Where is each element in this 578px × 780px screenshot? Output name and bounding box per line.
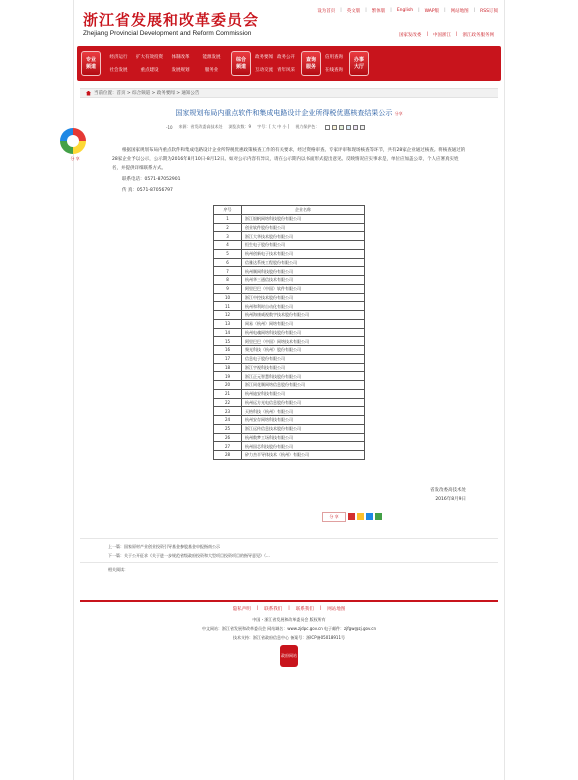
row-number: 20: [214, 381, 242, 390]
row-number: 6: [214, 258, 242, 267]
prev-article-link[interactable]: 上一篇：国家原材产业创业投资引导基金参股基金申报指南公示: [108, 543, 220, 549]
row-number: 23: [214, 407, 242, 416]
table-row: [214, 241, 365, 250]
company-rows: [214, 214, 365, 459]
table-row: [214, 442, 365, 451]
meta-source: 来源：省发改委高技术处: [178, 124, 223, 129]
row-number: 27: [214, 442, 242, 451]
contact-phone: 联系电话：0571-87052901: [122, 177, 181, 182]
sign-dept: 省发改委高技术处: [430, 487, 466, 493]
company-name: 浙江银帆网络科技股份有限公司: [242, 214, 365, 223]
site-logo-en: Zhejiang Provincial Development and Reform Commission: [83, 30, 252, 37]
company-name: 杭州远方光电信息股份有限公司: [242, 398, 365, 407]
row-number: 9: [214, 284, 242, 293]
top-link-en[interactable]: 英文版: [346, 9, 361, 14]
next-article-link[interactable]: 下一篇：关于公开征求《关于进一步规范省级政府投资和大型项目投资项目的指导意见》（...: [108, 552, 270, 558]
nav-query-service[interactable]: 查询 服务: [301, 51, 321, 76]
article-meta: [110, 122, 468, 132]
top-link-tw[interactable]: 繁体版: [371, 9, 386, 14]
company-table: [213, 205, 365, 460]
footer-links: 隐私声明 | 联系我们 | 联系我们 | 网站地图: [80, 600, 498, 612]
company-name: 杭州顺网科技股份有限公司: [242, 267, 365, 276]
share-badge[interactable]: [60, 128, 90, 168]
nav-pro-channel[interactable]: 专业 频道: [81, 51, 101, 76]
table-row: [214, 232, 365, 241]
row-number: 10: [214, 293, 242, 302]
nav-item[interactable]: 政务公开: [277, 55, 295, 60]
prev-next: [80, 538, 498, 560]
table-row: [214, 284, 365, 293]
company-name: 杭州海康威视数字技术股份有限公司: [242, 311, 365, 320]
footer-link-privacy[interactable]: 隐私声明: [232, 606, 251, 612]
company-name: 杭州和利时自动化有限公司: [242, 302, 365, 311]
company-name: 浙江宇视科技有限公司: [242, 363, 365, 372]
table-row: [214, 249, 365, 258]
company-name: 浙江大华技术股份有限公司: [242, 232, 365, 241]
table-row: [214, 407, 365, 416]
footer-tech-support: 技术支持：浙江省政府信息中心 备案号：浙ICP备05018911号: [232, 634, 345, 640]
nav-item[interactable]: 社会发展: [109, 68, 128, 73]
content-frame: [73, 0, 505, 780]
top-link-sitemap[interactable]: 网站地图: [450, 9, 469, 14]
nav-item[interactable]: 体制改革: [171, 55, 190, 60]
row-number: 11: [214, 302, 242, 311]
site-logo-cn[interactable]: 浙江省发展和改革委员会: [83, 11, 260, 29]
nav-item[interactable]: 发展规划: [171, 68, 190, 73]
table-row: [214, 276, 365, 285]
footer-link-contact2[interactable]: 联系我们: [295, 606, 314, 612]
row-number: 18: [214, 363, 242, 372]
article: [110, 108, 468, 504]
main-nav: [77, 46, 501, 81]
company-name: 杭州创新电子技术有限公司: [242, 249, 365, 258]
row-number: 21: [214, 389, 242, 398]
share-bar: [74, 512, 504, 524]
row-number: 14: [214, 328, 242, 337]
color-swatch[interactable]: [339, 125, 344, 130]
company-name: 矽力杰半导体技术（杭州）有限公司: [242, 451, 365, 460]
share-badge-label: 分 享: [70, 156, 80, 161]
table-row: [214, 389, 365, 398]
top-links: 设为首页 | 英文版 | 繁体版 | English | WAP版 | 网站地图 | RSS订阅: [317, 8, 498, 14]
footer-link-contact[interactable]: 联系我们: [264, 606, 283, 612]
table-row: [214, 363, 365, 372]
sub-link-service[interactable]: 浙江政务服务网: [462, 33, 494, 38]
qzone-icon[interactable]: [357, 513, 364, 520]
table-row: [214, 372, 365, 381]
nav-item[interactable]: 在线查询: [325, 68, 343, 73]
row-number: 5: [214, 249, 242, 258]
table-header-row: [214, 206, 365, 215]
row-number: 26: [214, 433, 242, 442]
company-name: 创业软件股份有限公司: [242, 223, 365, 232]
breadcrumb-text[interactable]: 当前位置：首页 > 综合频道 > 政务要闻 > 通知公告: [94, 91, 200, 96]
footer-site-info: 中文网站：浙江省发展和改革委员会 网站域名：www.zjdpc.gov.cn 电子邮件：zjfgw@zj.gov.cn: [201, 625, 377, 631]
row-number: 1: [214, 214, 242, 223]
site-header: [74, 0, 504, 46]
top-link-english[interactable]: English: [396, 8, 414, 13]
footer-link-sitemap[interactable]: 网站地图: [327, 606, 346, 612]
table-row: [214, 223, 365, 232]
signature: [110, 486, 468, 504]
top-link-home[interactable]: 设为首页: [317, 9, 336, 14]
nav-item[interactable]: 服务业: [204, 68, 219, 73]
nav-item[interactable]: 青年风采: [277, 68, 295, 73]
table-row: [214, 302, 365, 311]
renren-icon[interactable]: [375, 513, 382, 520]
company-name: 杭州安存网络科技有限公司: [242, 416, 365, 425]
contact-fax: 传 真：0571-87056797: [122, 188, 173, 193]
title-share-tag[interactable]: 分享: [394, 111, 403, 116]
row-number: 4: [214, 241, 242, 250]
row-number: 22: [214, 398, 242, 407]
company-name: 天格科技（杭州）有限公司: [242, 407, 365, 416]
footer-copyright: 中国・浙江省发展和改革委员会 版权所有: [252, 616, 326, 622]
col-header-num: 序号: [214, 206, 242, 215]
font-size-control[interactable]: 字号：[ 大 中 小 ]: [257, 124, 290, 129]
footer-text: [74, 615, 504, 642]
table-row: [214, 311, 365, 320]
nav-item[interactable]: 政务要闻: [255, 55, 273, 60]
row-number: 24: [214, 416, 242, 425]
col-header-name: 企业名称: [242, 206, 365, 215]
row-number: 13: [214, 319, 242, 328]
nav-group-pro: [105, 54, 225, 73]
sub-links: 国家发改委 | 中国浙江 | 浙江政务服务网: [398, 32, 494, 38]
company-name: 浙江远传信息技术股份有限公司: [242, 424, 365, 433]
row-number: 25: [214, 424, 242, 433]
row-number: 12: [214, 311, 242, 320]
company-name: 聚光科技（杭州）股份有限公司: [242, 346, 365, 355]
company-name: 信息电子股份有限公司: [242, 354, 365, 363]
row-number: 2: [214, 223, 242, 232]
company-name: 阿里巴巴（中国）网络技术有限公司: [242, 337, 365, 346]
color-swatches: [325, 125, 365, 130]
nav-comprehensive-channel[interactable]: 综合 频道: [231, 51, 251, 76]
table-row: [214, 346, 365, 355]
row-number: 17: [214, 354, 242, 363]
nav-group-query: [325, 54, 343, 73]
company-name: 恒生电子股份有限公司: [242, 241, 365, 250]
table-row: [214, 337, 365, 346]
meta-date: -10: [166, 124, 173, 130]
table-row: [214, 214, 365, 223]
company-name: 杭州国芯科技股份有限公司: [242, 442, 365, 451]
top-link-rss[interactable]: RSS订阅: [480, 9, 498, 14]
share-button[interactable]: 分 享: [322, 512, 346, 522]
company-name: 阿里巴巴（中国）软件有限公司: [242, 284, 365, 293]
table-row: [214, 293, 365, 302]
table-row: [214, 354, 365, 363]
table-row: [214, 328, 365, 337]
table-row: [214, 433, 365, 442]
tencent-icon[interactable]: [366, 513, 373, 520]
sub-link-zj[interactable]: 中国浙江: [432, 33, 451, 38]
color-swatch[interactable]: [346, 125, 351, 130]
top-link-wap[interactable]: WAP版: [424, 9, 440, 14]
company-name: 浙江正元智慧科技股份有限公司: [242, 372, 365, 381]
share-icons: [348, 513, 382, 520]
table-row: [214, 258, 365, 267]
share-logo-icon: [60, 128, 86, 154]
nav-service-hall[interactable]: 办事 大厅: [349, 51, 369, 76]
row-number: 3: [214, 232, 242, 241]
nav-item[interactable]: 重点建设: [140, 68, 159, 73]
row-number: 28: [214, 451, 242, 460]
nav-item[interactable]: 经济运行: [109, 55, 128, 60]
related-reading: 相关阅读：: [80, 562, 498, 584]
row-number: 15: [214, 337, 242, 346]
nav-item[interactable]: 互动交流: [255, 68, 273, 73]
row-number: 16: [214, 346, 242, 355]
company-name: 浙江同花顺网络信息股份有限公司: [242, 381, 365, 390]
row-number: 19: [214, 372, 242, 381]
company-name: 杭州电魂网络科技股份有限公司: [242, 328, 365, 337]
company-name: 信雅达系统工程股份有限公司: [242, 258, 365, 267]
company-name: 杭州数梦工场科技有限公司: [242, 433, 365, 442]
company-name: 网易（杭州）网络有限公司: [242, 319, 365, 328]
row-number: 8: [214, 276, 242, 285]
color-swatch[interactable]: [353, 125, 358, 130]
nav-item[interactable]: 扩大有效投资: [136, 55, 163, 60]
table-row: [214, 424, 365, 433]
meta-protect-label: 视力保护色：: [295, 124, 320, 129]
table-row: [214, 416, 365, 425]
weibo-icon[interactable]: [348, 513, 355, 520]
color-swatch[interactable]: [360, 125, 365, 130]
table-row: [214, 267, 365, 276]
table-row: [214, 319, 365, 328]
nav-group-comprehensive: [255, 54, 295, 73]
breadcrumb: [80, 88, 498, 98]
company-name: 杭州迪安科技有限公司: [242, 389, 365, 398]
home-icon: [86, 91, 91, 96]
nav-item[interactable]: 信用查询: [325, 55, 343, 60]
meta-views: 浏览次数：9: [228, 124, 252, 129]
company-name: 浙江中控技术股份有限公司: [242, 293, 365, 302]
gov-site-emblem[interactable]: 政府网站: [280, 645, 298, 667]
row-number: 7: [214, 267, 242, 276]
article-title: 国家规划布局内重点软件和集成电路设计企业所得税优惠核查结果公示 分享: [175, 109, 403, 117]
sub-link-ndrc[interactable]: 国家发改委: [398, 33, 422, 38]
nav-item[interactable]: 能源发展: [202, 55, 221, 60]
table-row: [214, 381, 365, 390]
table-row: [214, 451, 365, 460]
color-swatch[interactable]: [332, 125, 337, 130]
sign-date: 2016年8月9日: [435, 496, 466, 502]
company-name: 杭州华三通信技术有限公司: [242, 276, 365, 285]
color-swatch[interactable]: [325, 125, 330, 130]
table-row: [214, 398, 365, 407]
article-body: 根据国家规划布局内重点软件和集成电路设计企业所得税优惠政策核查工作的有关要求，经过资格审查、专家评审和现场核查等环节，共有28家企业通过核查。将核查通过的28家企业予以公示，公示期为2016年8月10日-8月12日。如对公示内容有异议，请在公示期内以书面形式提出意见。反映情况应实事求是，单位应加盖公章，个人应署真实姓名，并提供详细联系方式。: [112, 148, 466, 171]
